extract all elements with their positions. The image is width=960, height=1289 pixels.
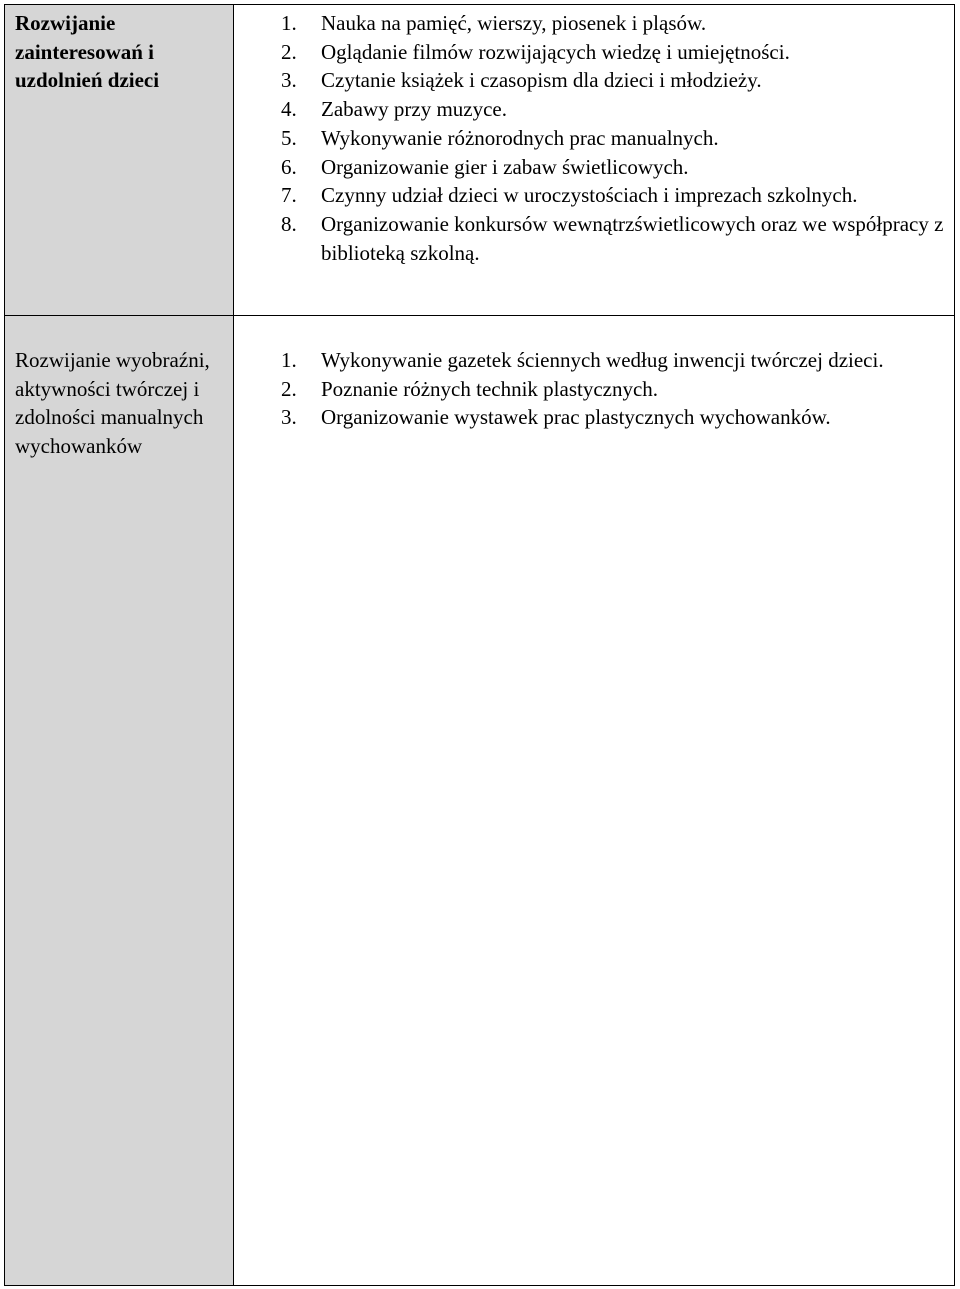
list-item [281,38,946,67]
list-item [281,181,946,210]
activities-cell [235,316,954,1285]
item-number: 2. [281,39,297,64]
item-text: Oglądanie filmów rozwijających wiedzę i umiejętności. [321,39,790,64]
item-text: Organizowanie gier i zabaw świetlicowych. [321,154,689,179]
item-number: 1. [281,11,297,35]
list-item [281,375,946,404]
list-item [281,9,946,38]
item-number: 2. [281,376,297,401]
item-number: 7. [281,183,297,208]
item-text: Czynny udział dzieci w uroczystościach i imprezach szkolnych. [321,183,858,208]
item-number: 1. [281,348,297,372]
category-cell [5,316,234,1285]
table-row [5,316,954,1285]
activities-table [4,4,955,1286]
activities-list [281,346,946,432]
item-number: 5. [281,125,297,150]
item-text: Wykonywanie różnorodnych prac manualnych. [321,125,719,150]
item-number: 3. [281,405,297,430]
list-item [281,124,946,153]
item-text: Organizowanie wystawek prac plastycznych wychowanków. [321,405,831,430]
item-number: 6. [281,154,297,179]
item-text: Nauka na pamięć, wierszy, piosenek i pląsów. [321,11,707,35]
item-number: 8. [281,211,297,236]
category-label: Rozwijanie zainteresowań i uzdolnień dzieci [15,11,160,93]
item-text: Czytanie książek i czasopism dla dzieci i młodzieży. [321,68,762,93]
item-text: Poznanie różnych technik plastycznych. [321,376,659,401]
item-text: Zabawy przy muzyce. [321,97,507,122]
list-item [281,346,946,375]
table-row [5,5,954,316]
item-number: 3. [281,68,297,93]
activities-list [281,9,946,267]
item-text: Wykonywanie gazetek ściennych według inwencji twórczej dzieci. [321,348,884,372]
activities-cell [235,5,954,315]
item-text: Organizowanie konkursów wewnątrzświetlicowych oraz we współpracy z biblioteką szkolną. [321,211,944,265]
category-cell [5,5,234,315]
category-label: Rozwijanie wyobraźni, aktywności twórczej i zdolności manualnych wychowanków [15,348,210,459]
item-number: 4. [281,97,297,122]
list-item [281,66,946,95]
list-item [281,153,946,182]
list-item [281,95,946,124]
list-item [281,403,946,432]
list-item [281,210,946,267]
